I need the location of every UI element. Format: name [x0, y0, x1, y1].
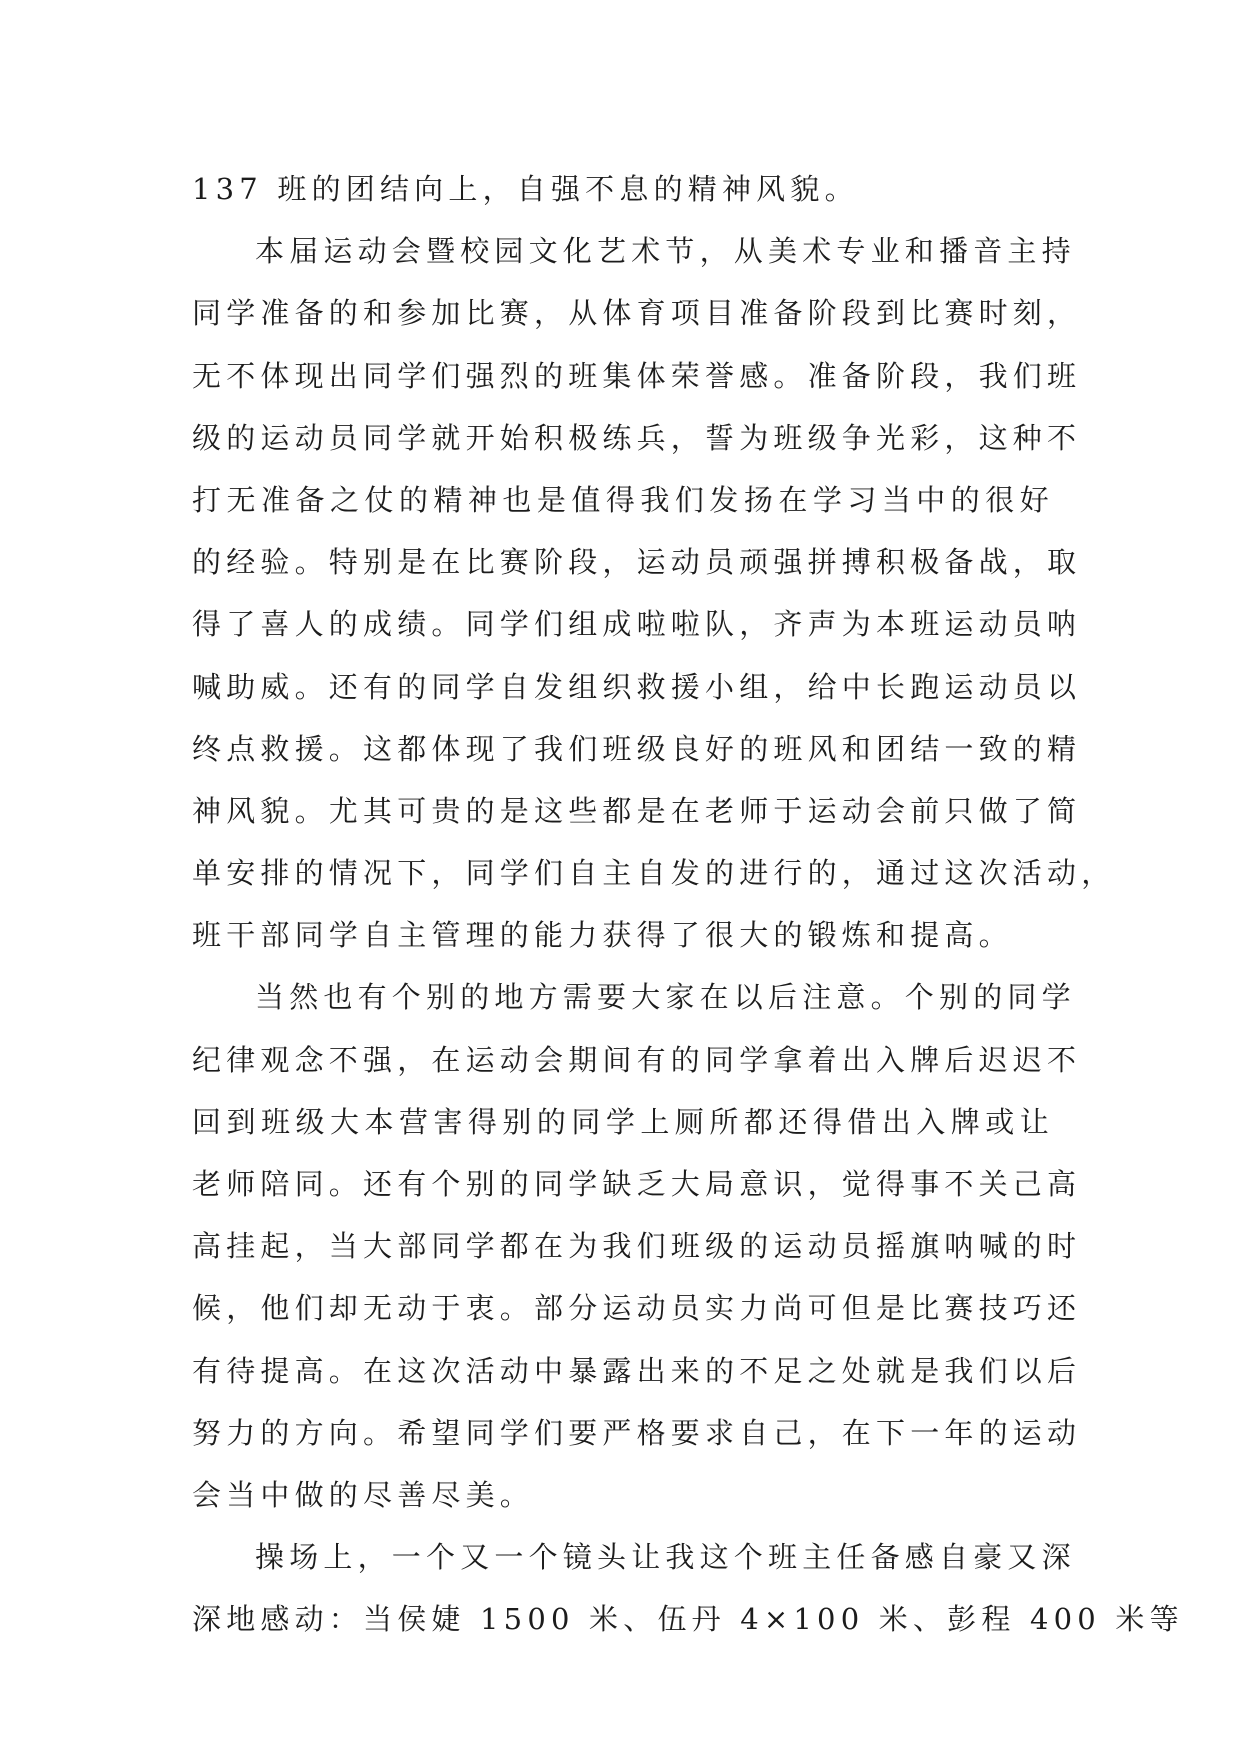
- text-line: 当然也有个别的地方需要大家在以后注意。个别的同学: [255, 980, 1076, 1015]
- text-line: 级的运动员同学就开始积极练兵，誓为班级争光彩，这种不: [192, 420, 1082, 455]
- text-line: 有待提高。在这次活动中暴露出来的不足之处就是我们以后: [192, 1353, 1082, 1388]
- text-line: 本届运动会暨校园文化艺术节，从美术专业和播音主持: [255, 234, 1076, 269]
- text-line: 单安排的情况下，同学们自主自发的进行的，通过这次活动，: [192, 856, 1116, 891]
- text-line: 班干部同学自主管理的能力获得了很大的锻炼和提高。: [192, 918, 1013, 953]
- text-line: 老师陪同。还有个别的同学缺乏大局意识，觉得事不关己高: [192, 1167, 1082, 1201]
- text-line: 终点救援。这都体现了我们班级良好的班风和团结一致的精: [192, 731, 1082, 766]
- text-line: 同学准备的和参加比赛，从体育项目准备阶段到比赛时刻，: [192, 296, 1082, 331]
- text-line: 纪律观念不强，在运动会期间有的同学拿着出入牌后迟迟不: [192, 1042, 1082, 1077]
- text-line: 137 班的团结向上，自强不息的精神风貌。: [192, 172, 859, 206]
- text-line: 无不体现出同学们强烈的班集体荣誉感。准备阶段，我们班: [192, 358, 1082, 393]
- text-line: 的经验。特别是在比赛阶段，运动员顽强拼搏积极备战，取: [192, 545, 1082, 580]
- text-line: 会当中做的尽善尽美。: [192, 1477, 535, 1512]
- text-line: 打无准备之仗的精神也是值得我们发扬在学习当中的很好: [192, 482, 1054, 517]
- text-line: 高挂起，当大部同学都在为我们班级的运动员摇旗呐喊的时: [192, 1229, 1082, 1264]
- text-line: 回到班级大本营害得别的同学上厕所都还得借出入牌或让: [192, 1104, 1054, 1139]
- document-body: [192, 158, 1184, 1651]
- text-line: 喊助威。还有的同学自发组织救援小组，给中长跑运动员以: [192, 669, 1082, 704]
- text-line: 操场上，一个又一个镜头让我这个班主任备感自豪又深: [255, 1540, 1076, 1575]
- text-line: 候，他们却无动于衷。部分运动员实力尚可但是比赛技巧还: [192, 1291, 1082, 1326]
- text-line: 深地感动：当侯婕 1500 米、伍丹 4×100 米、彭程 400 米等: [192, 1602, 1184, 1637]
- text-line: 神风貌。尤其可贵的是这些都是在老师于运动会前只做了简: [192, 793, 1082, 828]
- text-line: 努力的方向。希望同学们要严格要求自己，在下一年的运动: [192, 1415, 1082, 1450]
- text-line: 得了喜人的成绩。同学们组成啦啦队，齐声为本班运动员呐: [192, 607, 1082, 642]
